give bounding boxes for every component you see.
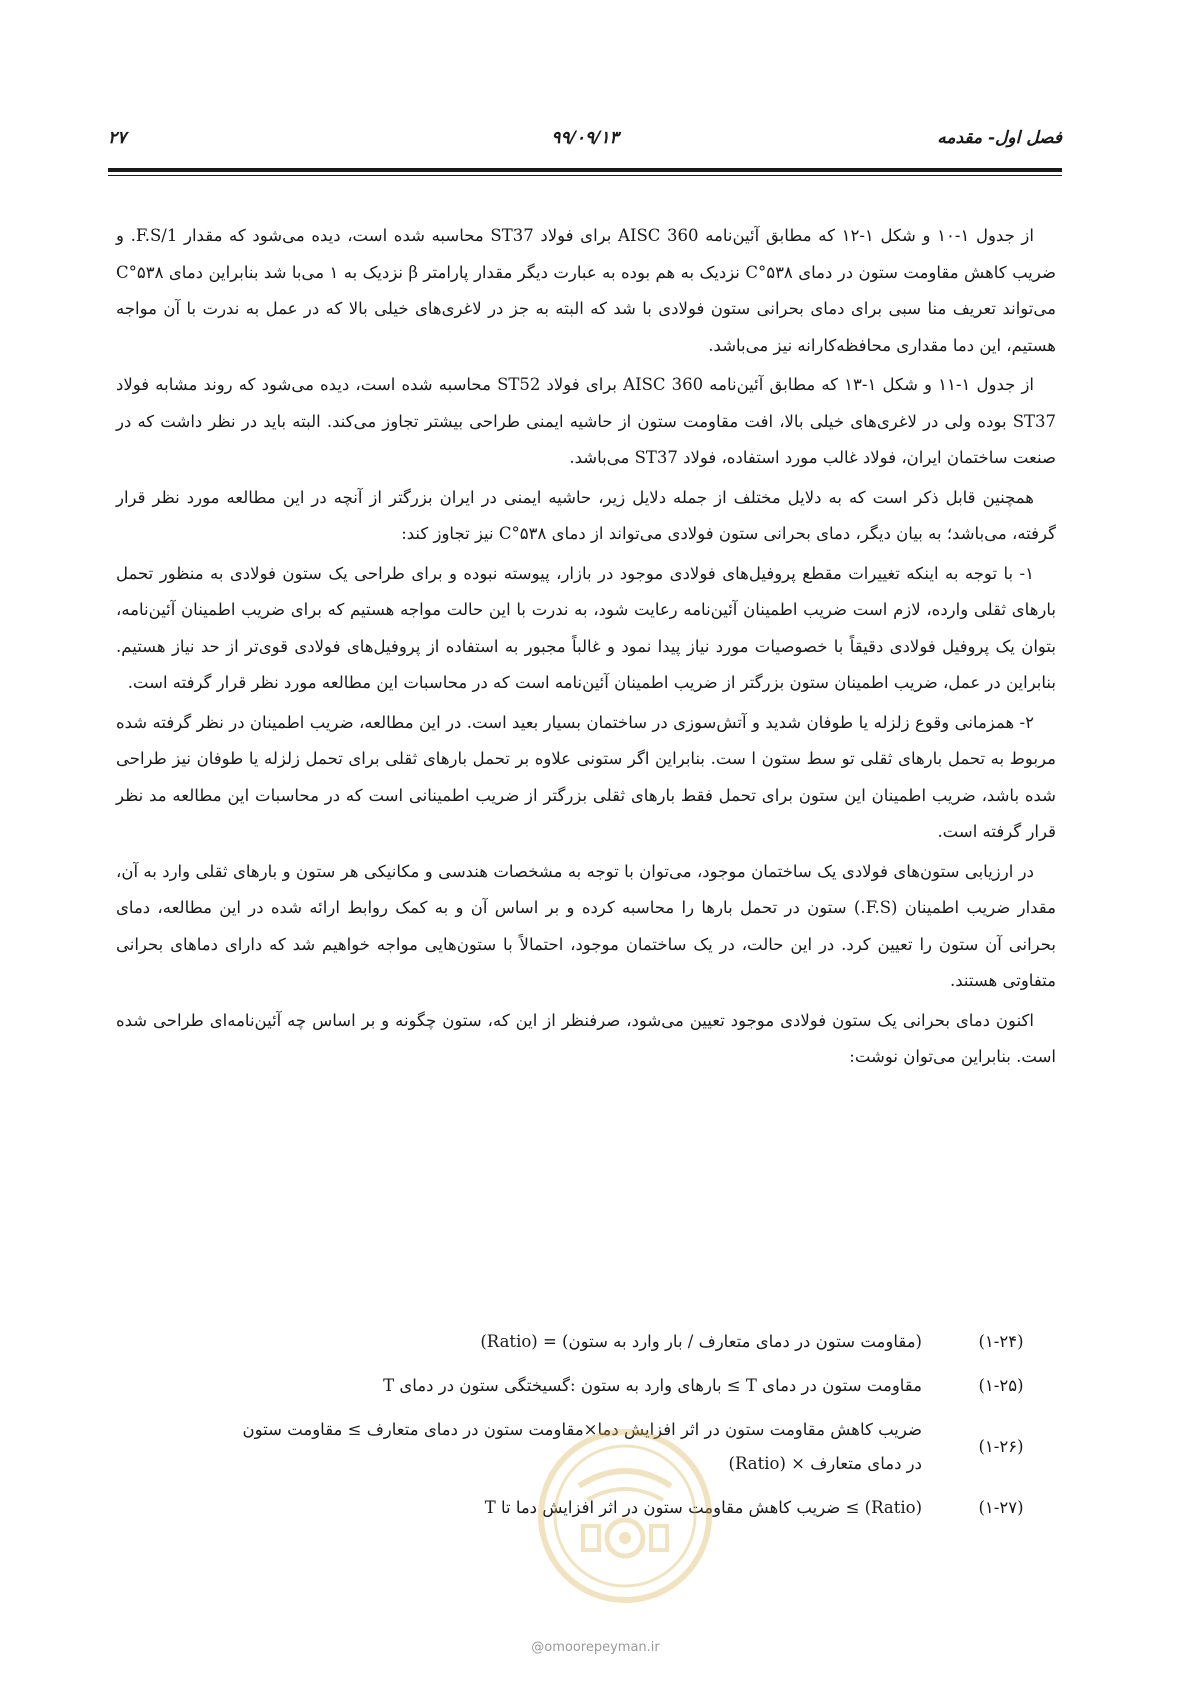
paragraph: اکنون دمای بحرانی یک ستون فولادی موجود تعیین می‌شود، صرفنظر از این که، ستون چگونه و بر اساس چه آئین‌نامه‌ای طراحی شده است. بنابراین می‌توان نوشت: [116, 1010, 1056, 1066]
equation [116, 1369, 1056, 1403]
header-date: ۹۹/۰۹/۱۳ [551, 128, 619, 148]
paragraph: از جدول ۱-۱۱ و شکل ۱-۱۳ که مطابق آئین‌نامه AISC 360 برای فولاد ST52 محاسبه شده است، دیده می‌شود که روند مشابه فولاد ST37 بوده ولی در لاغری‌های خیلی بالا، افت مقاومت ستون از حاشیه ایمنی طراحی بیشتر تجاوز می‌کند. البته باید در نظر داشت که در صنعت ساختمان ایران، فولاد غالب مورد استفاده، فولاد ST37 می‌باشد. [116, 375, 1056, 467]
header-rule-thick [108, 168, 1062, 172]
equation-text: (Ratio) ≥ ضریب کاهش مقاومت ستون در اثر افزایش دما تا T [484, 1498, 922, 1517]
equation-text: (مقاومت ستون در دمای متعارف / بار وارد به ستون) = (Ratio) [480, 1332, 922, 1351]
paragraph: از جدول ۱-۱۰ و شکل ۱-۱۲ که مطابق آئین‌نامه AISC 360 برای فولاد ST37 محاسبه شده است، دیده می‌شود که مقدار 1/F.S. و ضریب کاهش مقاومت ستون در دمای ۵۳۸°C نزدیک به هم بوده به عبارت دیگر مقدار پارامتر β نزدیک به ۱ می‌با شد بنابراین دمای ۵۳۸°C می‌تواند تعریف منا سبی برای دمای بحرانی ستون فولادی با شد که البته به جز در لاغری‌های خیلی بالا که در عمل به ندرت با آن مواجه هستیم، این دما مقداری محافظه‌کارانه نیز می‌باشد. [116, 226, 1056, 355]
body-text [116, 218, 1056, 1079]
equation-number: (۱-۲۴) [978, 1332, 1024, 1351]
paragraph: ۲- همزمانی وقوع زلزله یا طوفان شدید و آتش‌سوزی در ساختمان بسیار بعید است. در این مطالعه، ضریب اطمینان در نظر گرفته شده مربوط به تحمل بارهای ثقلی تو سط ستون ا ست. بنابراین اگر ستونی علاوه بر تحمل بارهای ثقلی برای تحمل زلزله یا طوفان نیز طراحی شده باشد، ضریب اطمینان این ستون برای تحمل فقط بارهای ثقلی بزرگتر از ضریب اطمینانی است که در محاسبات این مطالعه مد نظر قرار گرفته است. [116, 712, 1056, 841]
equation [116, 1325, 1056, 1359]
equation-text: مقاومت ستون در دمای T ≥ بارهای وارد به ستون :گسیختگی ستون در دمای T [383, 1376, 922, 1395]
equation-text: ضریب کاهش مقاومت ستون در اثر افزایش دما×مقاومت ستون در دمای متعارف ≥ مقاومت ستون در دمای متعارف × (Ratio) [242, 1420, 922, 1473]
page-number: ۲۷ [108, 128, 127, 148]
seal-watermark-icon [535, 1426, 715, 1606]
header-rule-thin [108, 175, 1062, 176]
paragraph: ۱- با توجه به اینکه تغییرات مقطع پروفیل‌های فولادی موجود در بازار، پیوسته نبوده و برای طراحی یک ستون فولادی به منظور تحمل بارهای ثقلی وارده، لازم است ضریب اطمینان آئین‌نامه رعایت شود، به ندرت با این حالت مواجه هستیم که برای ضریب اطمینان آئین‌نامه، بتوان یک پروفیل فولادی دقیقاً با خصوصیات مورد نیاز پیدا نمود و غالباً مجبور به استفاده از پروفیل‌های فولادی قوی‌تر از حد نیاز هستیم. بنابراین در عمل، ضریب اطمینان ستون بزرگتر از ضریب اطمینان آئین‌نامه است که در محاسبات این مطالعه مورد نظر قرار گرفته است. [116, 563, 1056, 692]
footer-site: @omoorepeyman.ir [531, 1640, 660, 1655]
paragraph: همچنین قابل ذکر است که به دلایل مختلف از جمله دلایل زیر، حاشیه ایمنی در ایران بزرگتر از آنچه در این مطالعه مورد نظر قرار گرفته، می‌باشد؛ به بیان دیگر، دمای بحرانی ستون فولادی می‌تواند از دمای ۵۳۸°C نیز تجاوز کند: [116, 487, 1056, 543]
equation-number: (۱-۲۶) [978, 1437, 1024, 1456]
page-header [108, 128, 1062, 168]
paragraph: در ارزیابی ستون‌های فولادی یک ساختمان موجود، می‌توان با توجه به مشخصات هندسی و مکانیکی هر ستون و بارهای ثقلی وارد به آن، مقدار ضریب اطمینان (F.S.) ستون در تحمل بارها را محاسبه کرده و بر اساس آن و به کمک روابط ارائه شده در این مطالعه، دمای بحرانی آن ستون را تعیین کرد. در این حالت، در یک ساختمان موجود، احتمالاً با ستون‌هایی مواجه خواهیم شد که دارای دماهای بحرانی متفاوتی هستند. [116, 861, 1056, 990]
equation-number: (۱-۲۵) [978, 1376, 1024, 1395]
equation-number: (۱-۲۷) [978, 1498, 1024, 1517]
chapter-title: فصل اول- مقدمه [937, 128, 1062, 148]
